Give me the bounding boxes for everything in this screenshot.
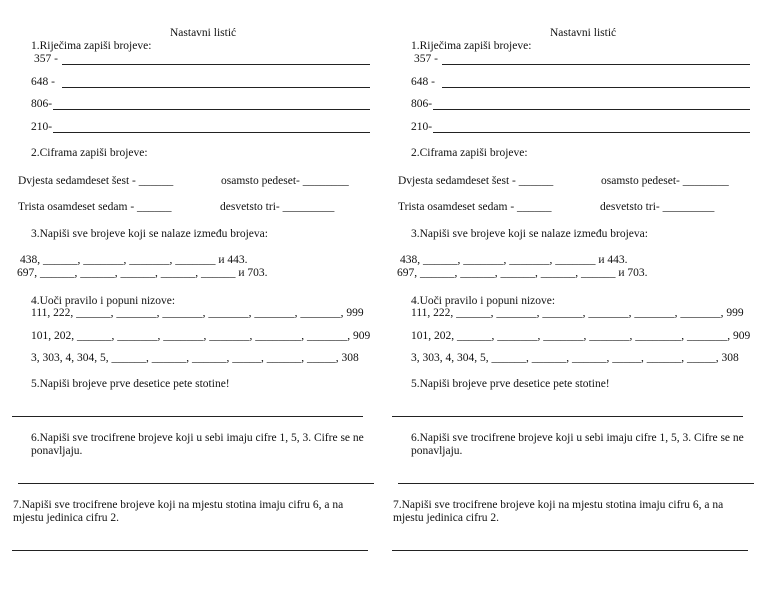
- task-7-heading: 7.Napiši sve trocifrene brojeve koji na mjestu stotina imaju cifru 6, a na mjestu jedinica cifru 2.: [393, 499, 724, 524]
- answer-line[interactable]: [62, 64, 370, 65]
- sequence-3-303: 3, 303, 4, 304, 5, ______, ______, ______, _____, ______, _____, 308: [31, 352, 359, 364]
- number-357: 357 -: [414, 53, 438, 65]
- sequence-3-303: 3, 303, 4, 304, 5, ______, ______, ______, _____, ______, _____, 308: [411, 352, 739, 364]
- answer-line[interactable]: [392, 416, 743, 417]
- range-438-443: 438, ______, _______, _______, _______ и 443.: [20, 254, 248, 266]
- answer-line[interactable]: [433, 132, 750, 133]
- words-903: desvetsto tri- _________: [220, 201, 335, 213]
- number-648: 648 -: [31, 76, 55, 88]
- task-1-heading: 1.Riječima zapiši brojeve:: [31, 40, 152, 52]
- answer-line[interactable]: [53, 132, 370, 133]
- words-276: Dvjesta sedamdeset šest - ______: [18, 175, 174, 187]
- number-210: 210-: [411, 121, 433, 133]
- range-438-443: 438, ______, _______, _______, _______ и 443.: [400, 254, 628, 266]
- task-7-heading: 7.Napiši sve trocifrene brojeve koji na mjestu stotina imaju cifru 6, a na mjestu jedinica cifru 2.: [13, 499, 344, 524]
- task-6-heading: 6.Napiši sve trocifrene brojeve koji u sebi imaju cifre 1, 5, 3. Cifre se ne ponavljaju.: [411, 432, 744, 457]
- sequence-111: 111, 222, ______, _______, _______, _______, _______, _______, 999: [31, 307, 364, 319]
- answer-line[interactable]: [53, 109, 370, 110]
- worksheet-right: [380, 0, 764, 594]
- number-806: 806-: [411, 98, 433, 110]
- task-5-heading: 5.Napiši brojeve prve desetice pete stotine!: [31, 378, 230, 390]
- worksheet-title: Nastavni listić: [550, 27, 617, 39]
- answer-line[interactable]: [433, 109, 750, 110]
- number-806: 806-: [31, 98, 53, 110]
- answer-line[interactable]: [392, 550, 748, 551]
- range-697-703: 697, ______, ______, ______, ______, ______ и 703.: [397, 267, 648, 279]
- number-648: 648 -: [411, 76, 435, 88]
- words-276: Dvjesta sedamdeset šest - ______: [398, 175, 554, 187]
- answer-line[interactable]: [62, 87, 370, 88]
- sequence-111: 111, 222, ______, _______, _______, _______, _______, _______, 999: [411, 307, 744, 319]
- answer-line[interactable]: [398, 483, 754, 484]
- words-850: osamsto pedeset- ________: [221, 175, 349, 187]
- sequence-101: 101, 202, ______, _______, _______, _______, ________, _______, 909: [411, 330, 751, 342]
- range-697-703: 697, ______, ______, ______, ______, ______ и 703.: [17, 267, 268, 279]
- task-5-heading: 5.Napiši brojeve prve desetice pete stotine!: [411, 378, 610, 390]
- answer-line[interactable]: [12, 416, 363, 417]
- task-4-heading: 4.Uoči pravilo i popuni nizove:: [411, 295, 556, 307]
- words-387: Trista osamdeset sedam - ______: [18, 201, 172, 213]
- words-903: desvetsto tri- _________: [600, 201, 715, 213]
- task-1-heading: 1.Riječima zapiši brojeve:: [411, 40, 532, 52]
- task-2-heading: 2.Ciframa zapiši brojeve:: [31, 147, 148, 159]
- task-3-heading: 3.Napiši sve brojeve koji se nalaze između brojeva:: [31, 228, 268, 240]
- number-357: 357 -: [34, 53, 58, 65]
- task-4-heading: 4.Uoči pravilo i popuni nizove:: [31, 295, 176, 307]
- answer-line[interactable]: [442, 64, 750, 65]
- task-2-heading: 2.Ciframa zapiši brojeve:: [411, 147, 528, 159]
- answer-line[interactable]: [442, 87, 750, 88]
- words-850: osamsto pedeset- ________: [601, 175, 729, 187]
- task-6-heading: 6.Napiši sve trocifrene brojeve koji u sebi imaju cifre 1, 5, 3. Cifre se ne ponavljaju.: [31, 432, 364, 457]
- number-210: 210-: [31, 121, 53, 133]
- task-3-heading: 3.Napiši sve brojeve koji se nalaze između brojeva:: [411, 228, 648, 240]
- answer-line[interactable]: [12, 550, 368, 551]
- sequence-101: 101, 202, ______, _______, _______, _______, ________, _______, 909: [31, 330, 371, 342]
- worksheet-title: Nastavni listić: [170, 27, 237, 39]
- words-387: Trista osamdeset sedam - ______: [398, 201, 552, 213]
- answer-line[interactable]: [18, 483, 374, 484]
